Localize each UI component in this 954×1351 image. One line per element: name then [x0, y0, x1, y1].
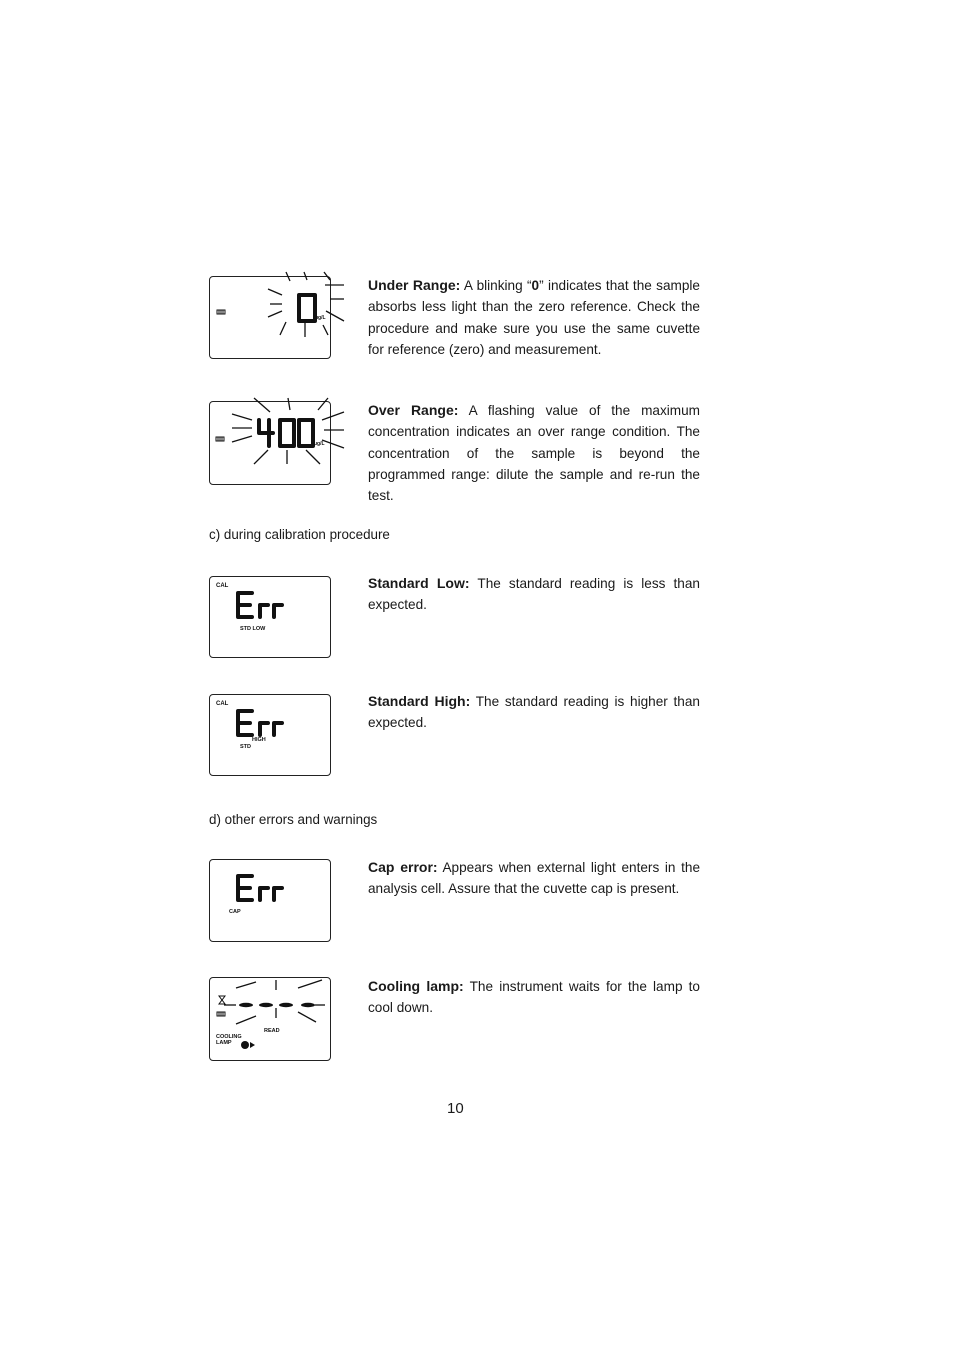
lcd-over-range	[209, 401, 331, 485]
lamp-icon	[241, 1041, 255, 1049]
term-over-range: Over Range:	[368, 402, 459, 418]
term-under-range: Under Range:	[368, 277, 461, 293]
desc-standard-high: Standard High: The standard reading is higher than expected.	[368, 693, 700, 731]
lcd-under-range	[209, 276, 331, 359]
lcd-cal-label: CAL	[216, 583, 229, 589]
term-cooling-lamp: Cooling lamp:	[368, 978, 464, 994]
lcd-lamp-label: LAMP	[216, 1040, 232, 1046]
section-heading-calibration: c) during calibration procedure	[209, 527, 390, 542]
page-number: 10	[447, 1100, 464, 1117]
lcd-unit: μg/L	[314, 441, 325, 447]
desc-over-range: Over Range: A flashing value of the maximum concentration indicates an over range condition. The concentration of the sample is beyond the programmed range: dilute the sample and re-run the test.	[368, 402, 700, 504]
desc-standard-low: Standard Low: The standard reading is less than expected.	[368, 575, 700, 613]
lcd-std-low-label: STD LOW	[240, 626, 266, 632]
lcd-cap-label: CAP	[229, 909, 241, 915]
lcd-std-label: STD	[240, 744, 251, 750]
term-standard-high: Standard High:	[368, 693, 471, 709]
lcd-unit: μg/L	[315, 315, 326, 321]
section-heading-other-errors: d) other errors and warnings	[209, 812, 378, 827]
battery-icon	[217, 1012, 225, 1016]
hourglass-icon	[219, 996, 225, 1004]
lcd-standard-low	[209, 576, 331, 658]
term-standard-low: Standard Low:	[368, 575, 470, 591]
lcd-read-label: READ	[264, 1028, 280, 1034]
lcd-cooling-lamp	[209, 977, 331, 1061]
term-cap-error: Cap error:	[368, 859, 438, 875]
lcd-standard-high	[209, 694, 331, 776]
lcd-cap-error	[209, 859, 331, 942]
lcd-cooling-label: COOLING	[216, 1034, 242, 1040]
lcd-cal-label: CAL	[216, 701, 229, 707]
lcd-high-label: HIGH	[252, 737, 266, 743]
desc-cooling-lamp: Cooling lamp: The instrument waits for the lamp to cool down.	[368, 978, 700, 1016]
desc-under-range: Under Range: A blinking “0” indicates that the sample absorbs less light than the zero reference. Check the procedure and make sure you use the same cuvette for reference (zero) and measurement.	[368, 277, 700, 357]
desc-cap-error: Cap error: Appears when external light enters in the analysis cell. Assure that the cuvette cap is present.	[368, 859, 701, 897]
